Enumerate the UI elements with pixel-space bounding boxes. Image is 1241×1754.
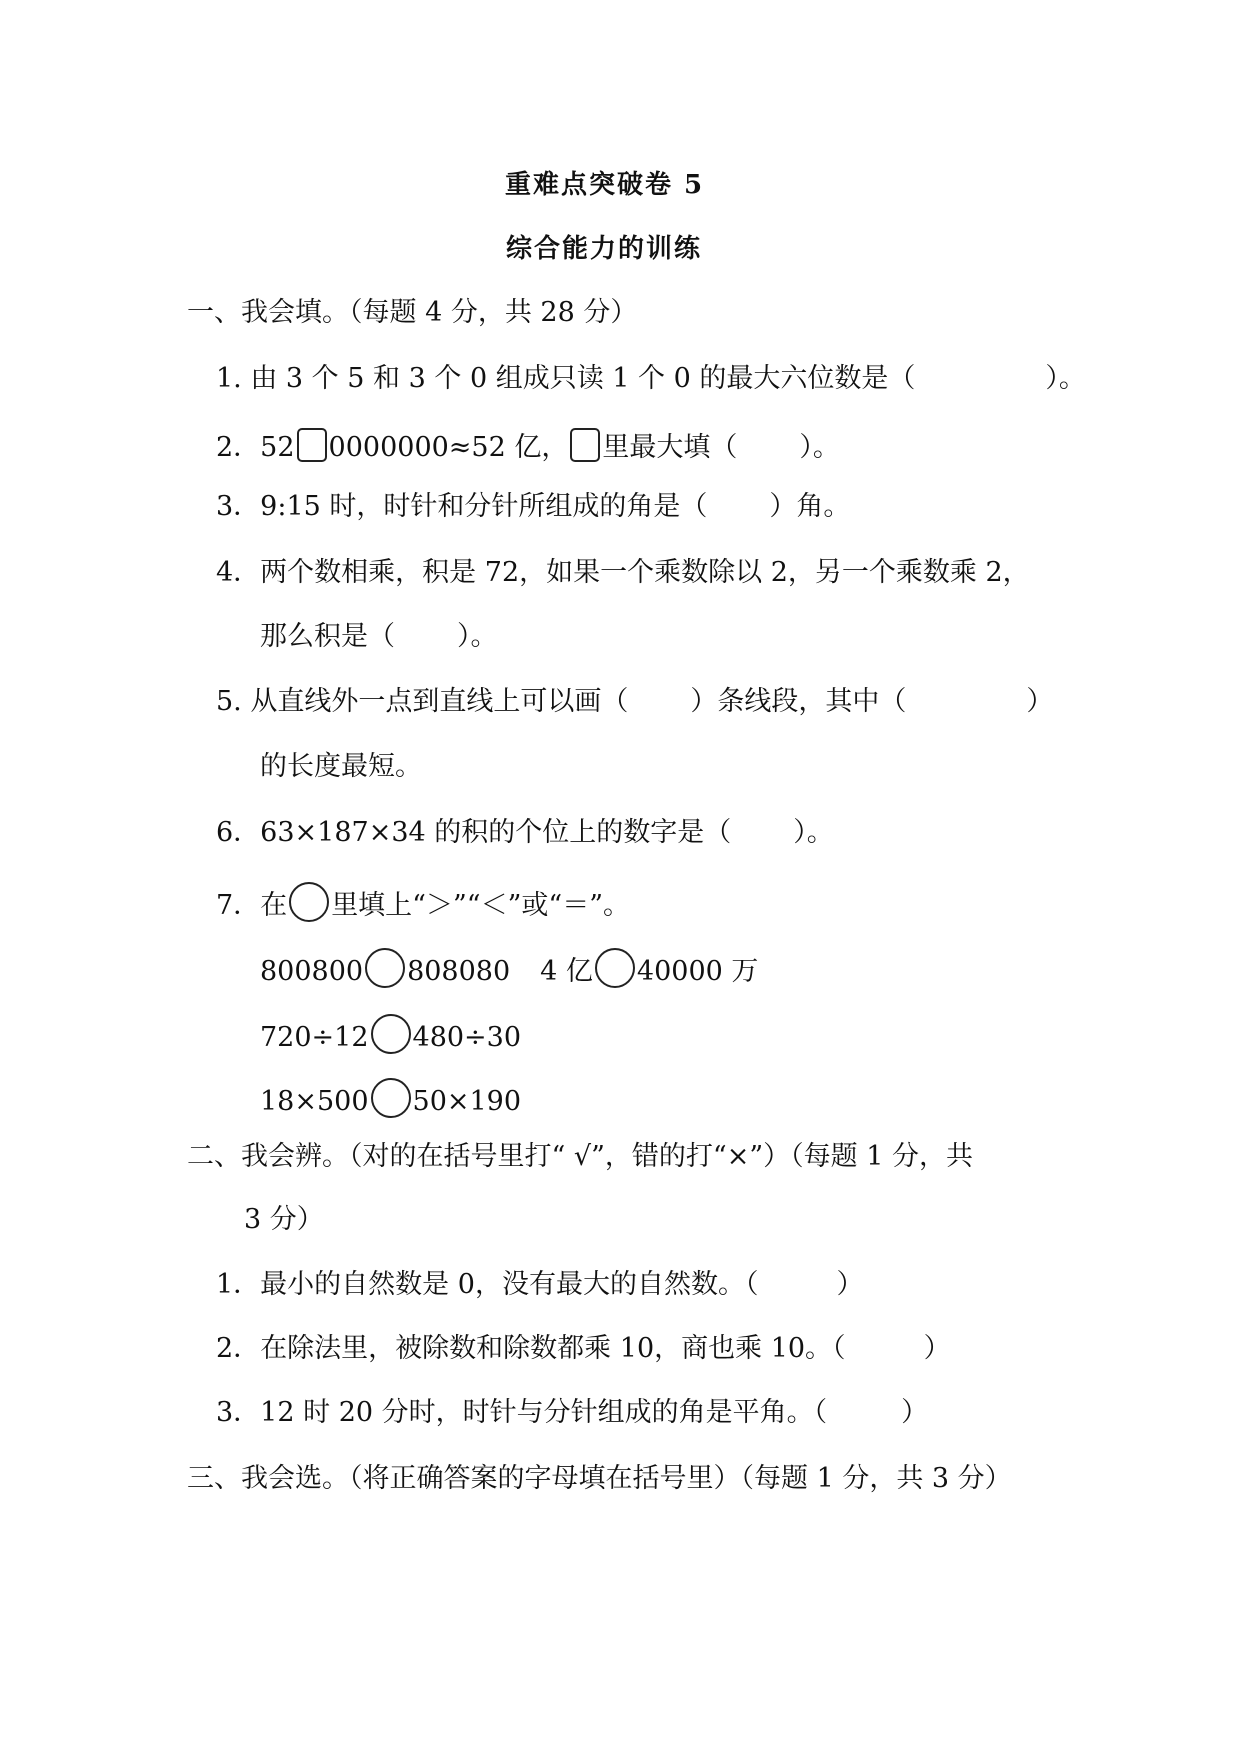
question-text: 7．在 — [216, 890, 288, 921]
question-text: ） — [836, 1269, 864, 1300]
comparison-row-2 — [260, 1014, 521, 1055]
question-1-5-line-2: 的长度最短。 — [260, 751, 422, 782]
expression: 800800 — [260, 956, 364, 987]
question-text: 里最大填（ — [602, 432, 738, 463]
question-2-2 — [216, 1332, 951, 1366]
comparison-row-3 — [260, 1078, 521, 1119]
question-text: 那么积是（ — [260, 621, 395, 652]
question-text: ）条线段，其中（ — [690, 686, 907, 717]
question-text: ）。 — [799, 432, 840, 463]
expression: 808080 — [407, 956, 511, 987]
circle-icon — [289, 882, 329, 922]
expression: 50×190 — [412, 1086, 522, 1117]
question-1-6 — [216, 816, 834, 850]
question-2-3 — [216, 1396, 928, 1430]
expression: 40000 万 — [636, 956, 759, 987]
question-text: ） — [1026, 686, 1054, 717]
question-text: ）。 — [457, 621, 498, 652]
section-2-heading-line-2: 3 分） — [244, 1204, 324, 1235]
answer-box[interactable] — [297, 428, 327, 462]
expression: 4 亿 — [540, 956, 593, 987]
page-subtitle: 综合能力的训练 — [506, 234, 703, 264]
question-1-7 — [216, 882, 630, 923]
section-3-heading: 三、我会选。（将正确答案的字母填在括号里）（每题 1 分，共 3 分） — [187, 1463, 1012, 1494]
compare-circle[interactable] — [371, 1014, 411, 1054]
question-text: 5. 从直线外一点到直线上可以画（ — [216, 686, 629, 717]
question-text: ） — [923, 1333, 951, 1364]
question-text: ） — [901, 1397, 929, 1428]
question-1-1 — [216, 362, 1086, 396]
compare-circle[interactable] — [365, 948, 405, 988]
question-text: ）。 — [1045, 363, 1086, 394]
compare-circle[interactable] — [371, 1078, 411, 1118]
compare-circle[interactable] — [595, 948, 635, 988]
question-1-4-line-1: 4．两个数相乘，积是 72，如果一个乘数除以 2，另一个乘数乘 2， — [216, 557, 1030, 588]
question-text: 3．12 时 20 分时，时针与分针组成的角是平角。（ — [216, 1397, 828, 1428]
question-text: 里填上“＞”“＜”或“＝”。 — [331, 890, 631, 921]
page-title: 重难点突破卷 5 — [505, 170, 705, 200]
question-text: 1．最小的自然数是 0，没有最大的自然数。（ — [216, 1269, 759, 1300]
section-1-heading: 一、我会填。（每题 4 分，共 28 分） — [187, 297, 638, 328]
question-text: 2．52 — [216, 432, 295, 463]
question-text: ）角。 — [769, 491, 851, 522]
question-text: 3．9:15 时，时针和分针所组成的角是（ — [216, 491, 708, 522]
section-2-heading-line-1: 二、我会辨。（对的在括号里打“ √”，错的打“×”）（每题 1 分，共 — [187, 1141, 973, 1172]
expression: 720÷12 — [260, 1022, 369, 1053]
question-text: ）。 — [793, 817, 834, 848]
question-1-3 — [216, 490, 850, 524]
question-1-2 — [216, 428, 840, 465]
question-2-1 — [216, 1268, 863, 1302]
expression: 18×500 — [260, 1086, 369, 1117]
square-box-icon — [570, 428, 600, 462]
question-text: 1. 由 3 个 5 和 3 个 0 组成只读 1 个 0 的最大六位数是（ — [216, 363, 916, 394]
expression: 480÷30 — [412, 1022, 522, 1053]
question-1-4-line-2 — [260, 620, 498, 654]
question-text: 0000000≈52 亿， — [328, 432, 569, 463]
comparison-row-1 — [260, 948, 758, 989]
question-text: 6．63×187×34 的积的个位上的数字是（ — [216, 817, 732, 848]
question-text: 2．在除法里，被除数和除数都乘 10，商也乘 10。（ — [216, 1333, 846, 1364]
question-1-5-line-1 — [216, 685, 1053, 719]
